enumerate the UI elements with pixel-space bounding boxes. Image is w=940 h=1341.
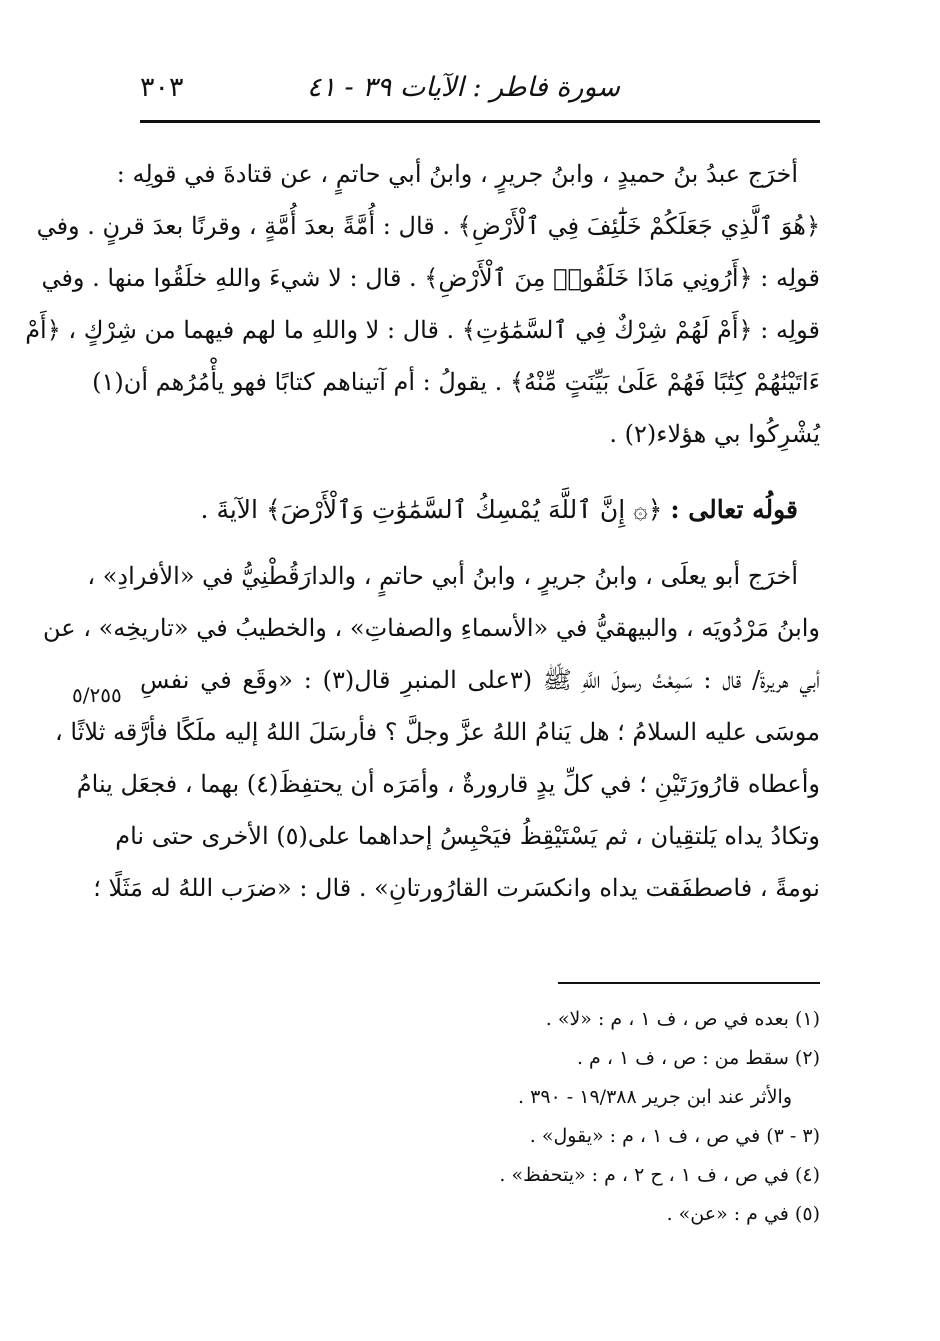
footnote: (٤) في ص ، ف ١ ، ح ٢ ، م : «يتحفظ» . [499,1164,820,1186]
running-header [140,62,820,112]
text-line: يُشْرِكُوا بي هؤلاء(٢) . [609,420,820,448]
text-line: ءَاتَيْنَٰهُمْ كِتَٰبًا فَهُمْ عَلَىٰ بَيِّنَتٍ مِّنْهُ﴾ . يقولُ : أم آتيناهم كتابًا فهو يأْمُرُهم أن(١) [92,368,820,396]
paragraph-qatada [25,148,820,460]
footnote-continuation: والأثر عند ابن جرير ١٩/٣٨٨ - ٣٩٠ . [518,1086,792,1108]
verse-heading [140,490,820,530]
footnote: (٢) سقط من : ص ، ف ١ ، م . [576,1047,820,1069]
text-line: أخرَج عبدُ بنُ حميدٍ ، وابنُ جريرٍ ، وابنُ أبي حاتمٍ ، عن قتادةَ في قولِه : [116,160,798,188]
header-title: سورة فاطر : الآيات ٣٩ - ٤١ [306,72,620,103]
footnote: (١) بعده في ص ، ف ١ ، م : «لا» . [545,1008,820,1030]
text-line: نومةً ، فاصطفَقت يداه وانكسَرت القارُورتانِ» . قال : «ضرَب اللهُ له مَثَلًا ؛ [93,874,820,902]
text-line: أبي هريرةَ/ قال : سَمِعْتُ رسولَ اللَّهِ ﷺ (٣على المنبرِ قال(٣) : «وقَع في نفسِ [140,666,820,694]
verse-heading-text: ﴿۞ إِنَّ ٱللَّهَ يُمْسِكُ ٱلسَّمَٰوَٰتِ وَٱلْأَرْضَ﴾ الآيةَ . [200,495,663,524]
footnote: (٥) في م : «عن» . [666,1203,820,1225]
margin-volume-page-note: ٥/٢٥٥ [72,683,122,707]
text-line: وتكادُ يداه يَلتقِيان ، ثم يَسْتَيْقِظُ فيَحْبِسُ إحداهما على(٥) الأخرى حتى نام [115,822,820,850]
footnote-rule [558,982,820,984]
verse-heading-label: قولُه تعالى : [670,495,798,524]
header-rule [140,120,820,123]
text-line: ﴿هُوَ ٱلَّذِي جَعَلَكُمْ خَلَٰٓئِفَ فِي ٱلْأَرْضِ﴾ . قال : أُمَّةً بعدَ أُمَّةٍ ، وقرنًا بعدَ قرنٍ . وفي [36,212,820,240]
text-line: أخرَج أبو يعلَى ، وابنُ جريرٍ ، وابنُ أبي حاتمٍ ، والدارَقُطْنِيُّ في «الأفرادِ» ، [87,562,798,590]
text-line: موسَى عليه السلامُ ؛ هل يَنامُ اللهُ عزَّ وجلَّ ؟ فأرسَلَ اللهُ إليه ملَكًا فأرَّقه ثلاثًا ، [55,718,820,746]
text-line: قولِه : ﴿أَمْ لَهُمْ شِرْكٌ فِي ٱلسَّمَٰوَٰتِ﴾ . قال : لا واللهِ ما لهم فيهما من شِرْكٍ ، ﴿أَمْ [25,316,820,344]
page-number: ٣٠٣ [140,72,184,103]
footnotes [140,1000,820,1234]
text-line: وابنُ مَرْدُويَه ، والبيهقيُّ في «الأسماءِ والصفاتِ» ، والخطيبُ في «تاريخِه» ، عن [43,614,820,642]
text-line: قولِه : ﴿أَرُونِي مَاذَا خَلَقُوا۟ مِنَ ٱلْأَرْضِ﴾ . قال : لا شيءَ واللهِ خلَقُوا منها . وفي [41,264,820,292]
footnote: (٣ - ٣) في ص ، ف ١ ، م : «يقول» . [529,1125,820,1147]
text-line: وأعطاه قارُورَتَيْنِ ؛ في كلِّ يدٍ قارورةٌ ، وأمَرَه أن يحتفِظَ(٤) بهما ، فجعَل ينامُ [76,770,820,798]
